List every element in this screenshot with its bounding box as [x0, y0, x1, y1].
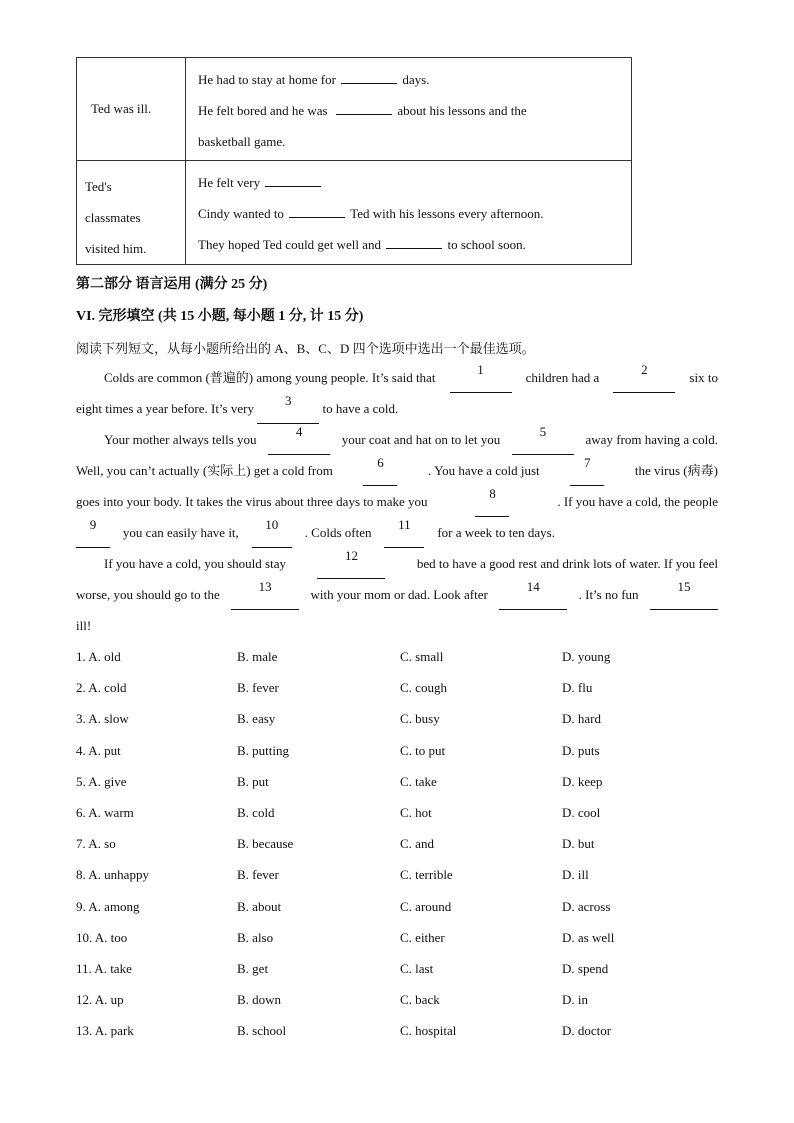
- option-d[interactable]: D. cool: [562, 804, 601, 820]
- question-options-3: [76, 709, 716, 740]
- cloze-blank-6[interactable]: 6: [363, 455, 397, 486]
- option-d[interactable]: D. ill: [562, 867, 589, 883]
- cloze-blank-5[interactable]: 5: [512, 424, 574, 455]
- question-options-1: [76, 647, 716, 678]
- option-c[interactable]: C. around: [400, 898, 452, 914]
- option-a[interactable]: 4. A. put: [76, 742, 121, 758]
- option-d[interactable]: D. doctor: [562, 1023, 612, 1039]
- option-d[interactable]: D. in: [562, 992, 588, 1008]
- option-b[interactable]: B. down: [237, 992, 282, 1008]
- passage-line: If you have a cold, you should stay 12 bed to have a good rest and drink lots of water. If you feel: [76, 548, 718, 579]
- option-d[interactable]: D. hard: [562, 711, 601, 727]
- option-d[interactable]: D. but: [562, 836, 595, 852]
- option-d[interactable]: D. flu: [562, 680, 593, 696]
- question-options-10: [76, 928, 716, 959]
- passage-line: eight times a year before. It’s very 3 to have a cold.: [76, 393, 718, 424]
- part2-heading: 第二部分 语言运用 (满分 25 分): [76, 277, 268, 292]
- option-c[interactable]: C. to put: [400, 742, 446, 758]
- cloze-blank-1[interactable]: 1: [450, 362, 512, 393]
- option-a[interactable]: 5. A. give: [76, 773, 127, 789]
- question-options-13: [76, 1021, 716, 1052]
- option-c[interactable]: C. back: [400, 992, 440, 1008]
- option-b[interactable]: B. about: [237, 898, 282, 914]
- option-b[interactable]: B. putting: [237, 742, 290, 758]
- table-cell-right: He felt very Cindy wanted to Ted with his lessons every afternoon. They hoped Ted could get well and to school soon.: [186, 161, 632, 265]
- question-options-9: [76, 897, 716, 928]
- answer-blank[interactable]: [265, 174, 321, 187]
- table-row: [77, 161, 632, 265]
- option-d[interactable]: D. keep: [562, 773, 603, 789]
- cloze-blank-9[interactable]: 9: [76, 517, 110, 548]
- instructions: 阅读下列短文，从每小题所给出的 A、B、C、D 四个选项中选出一个最佳选项。: [76, 341, 535, 356]
- answer-blank[interactable]: [336, 102, 392, 115]
- option-a[interactable]: 6. A. warm: [76, 804, 134, 820]
- question-options-11: [76, 959, 716, 990]
- table-row: [77, 58, 632, 161]
- option-b[interactable]: B. get: [237, 960, 269, 976]
- passage-line: goes into your body. It takes the virus about three days to make you 8 . If you have a cold, the people: [76, 486, 718, 517]
- option-a[interactable]: 12. A. up: [76, 992, 124, 1008]
- table-cell-left: Ted's classmates visited him.: [77, 161, 186, 265]
- passage-line: ill!: [76, 618, 92, 633]
- option-a[interactable]: 11. A. take: [76, 960, 132, 976]
- option-a[interactable]: 2. A. cold: [76, 680, 127, 696]
- option-b[interactable]: B. cold: [237, 804, 275, 820]
- cloze-blank-7[interactable]: 7: [570, 455, 604, 486]
- cloze-blank-3[interactable]: 3: [257, 393, 319, 424]
- option-c[interactable]: C. busy: [400, 711, 440, 727]
- cloze-blank-11[interactable]: 11: [384, 517, 424, 548]
- option-c[interactable]: C. take: [400, 773, 437, 789]
- cloze-blank-13[interactable]: 13: [231, 579, 299, 610]
- option-c[interactable]: C. terrible: [400, 867, 453, 883]
- passage-line: Well, you can’t actually (实际上) get a cold from 6 . You have a cold just 7 the virus (病毒): [76, 455, 718, 486]
- option-b[interactable]: B. fever: [237, 680, 279, 696]
- option-a[interactable]: 10. A. too: [76, 929, 128, 945]
- option-d[interactable]: D. puts: [562, 742, 600, 758]
- row-label: Ted was ill.: [91, 101, 152, 116]
- question-options-4: [76, 741, 716, 772]
- option-d[interactable]: D. young: [562, 649, 611, 664]
- cloze-blank-2[interactable]: 2: [613, 362, 675, 393]
- options-list: [76, 647, 716, 1052]
- question-options-6: [76, 803, 716, 834]
- option-c[interactable]: C. either: [400, 929, 445, 945]
- option-b[interactable]: B. because: [237, 836, 294, 852]
- option-d[interactable]: D. spend: [562, 960, 609, 976]
- cloze-blank-10[interactable]: 10: [252, 517, 292, 548]
- option-a[interactable]: 1. A. old: [76, 649, 121, 664]
- question-options-8: [76, 865, 716, 896]
- option-b[interactable]: B. put: [237, 773, 269, 789]
- option-c[interactable]: C. cough: [400, 680, 447, 696]
- cloze-blank-15[interactable]: 15: [650, 579, 718, 610]
- passage-line: 9 you can easily have it, 10 . Colds often 11 for a week to ten days.: [76, 517, 718, 548]
- option-d[interactable]: D. as well: [562, 929, 615, 945]
- option-c[interactable]: C. small: [400, 649, 444, 664]
- question-options-7: [76, 834, 716, 865]
- passage-line: worse, you should go to the 13 with your mom or dad. Look after 14 . It’s no fun 15: [76, 579, 718, 610]
- cloze-blank-14[interactable]: 14: [499, 579, 567, 610]
- answer-blank[interactable]: [341, 71, 397, 84]
- question-options-5: [76, 772, 716, 803]
- option-c[interactable]: C. last: [400, 960, 434, 976]
- question-options-2: [76, 678, 716, 709]
- option-b[interactable]: B. also: [237, 929, 274, 945]
- option-c[interactable]: C. hospital: [400, 1023, 457, 1039]
- answer-blank[interactable]: [386, 236, 442, 249]
- answer-blank[interactable]: [289, 205, 345, 218]
- option-b[interactable]: B. fever: [237, 867, 279, 883]
- option-d[interactable]: D. across: [562, 898, 611, 914]
- cloze-blank-4[interactable]: 4: [268, 424, 330, 455]
- option-c[interactable]: C. and: [400, 836, 434, 852]
- option-a[interactable]: 13. A. park: [76, 1023, 134, 1039]
- summary-table: [76, 57, 632, 265]
- passage-line: Your mother always tells you 4 your coat and hat on to let you 5 away from having a cold.: [76, 424, 718, 455]
- cloze-blank-8[interactable]: 8: [475, 486, 509, 517]
- option-a[interactable]: 7. A. so: [76, 836, 116, 852]
- option-c[interactable]: C. hot: [400, 804, 432, 820]
- question-options-12: [76, 990, 716, 1021]
- table-cell-right: He had to stay at home for days. He felt bored and he was about his lessons and the basketball game.: [186, 58, 632, 161]
- option-a[interactable]: 3. A. slow: [76, 711, 129, 727]
- option-a[interactable]: 9. A. among: [76, 898, 140, 914]
- table-cell-left: [77, 58, 186, 161]
- passage-line: Colds are common (普遍的) among young people. It’s said that 1 children had a 2 six to: [76, 362, 718, 393]
- option-b[interactable]: B. male: [237, 649, 278, 664]
- passage: [76, 362, 718, 641]
- option-b[interactable]: B. easy: [237, 711, 276, 727]
- section6-heading: VI. 完形填空 (共 15 小题, 每小题 1 分, 计 15 分): [76, 309, 364, 324]
- option-b[interactable]: B. school: [237, 1023, 287, 1039]
- cloze-blank-12[interactable]: 12: [317, 548, 385, 579]
- option-a[interactable]: 8. A. unhappy: [76, 867, 149, 883]
